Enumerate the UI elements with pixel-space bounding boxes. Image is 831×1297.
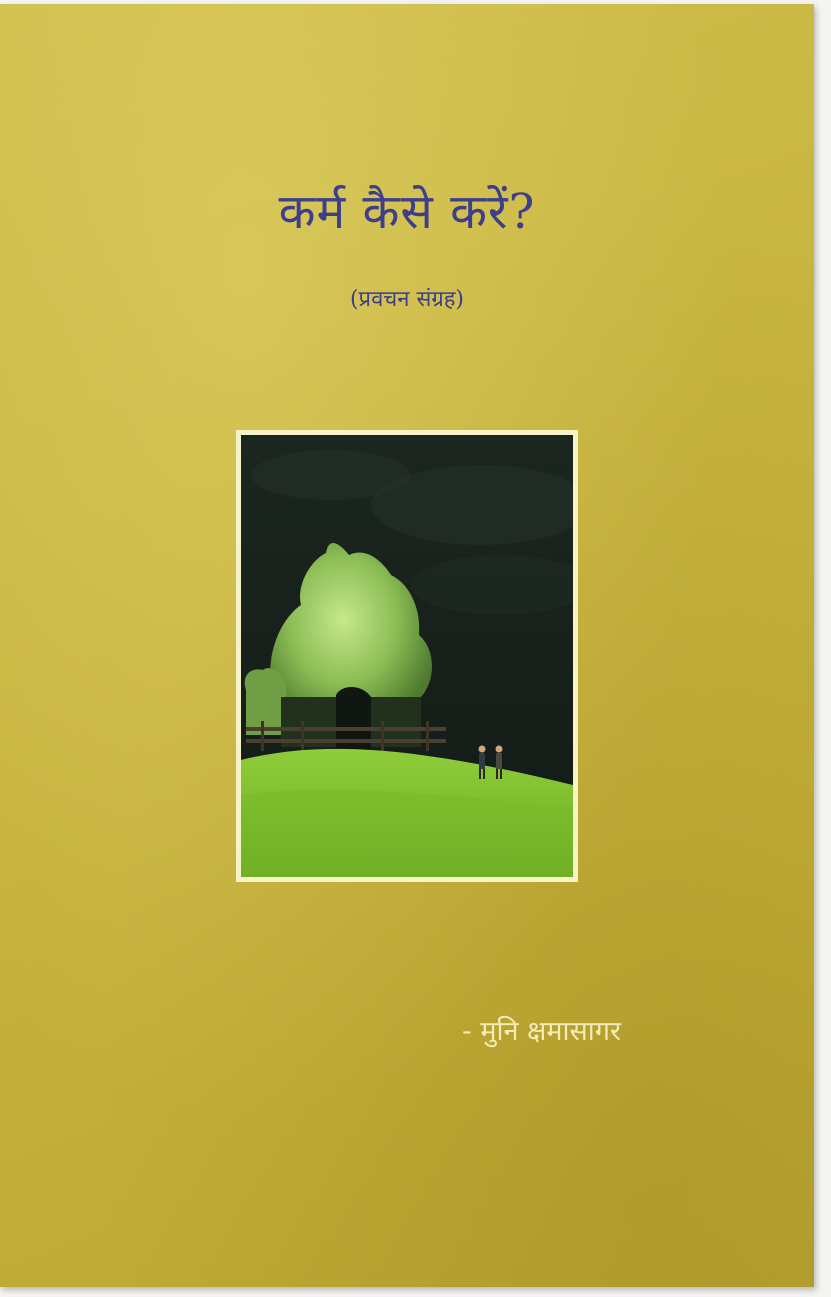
cover-photo-frame <box>236 430 578 882</box>
book-cover <box>0 4 814 1287</box>
book-author: - मुनि क्षमासागर <box>462 1016 622 1047</box>
cover-photo <box>241 435 573 877</box>
book-title: कर्म कैसे करें? <box>278 184 536 240</box>
book-subtitle: (प्रवचन संग्रह) <box>349 287 465 312</box>
